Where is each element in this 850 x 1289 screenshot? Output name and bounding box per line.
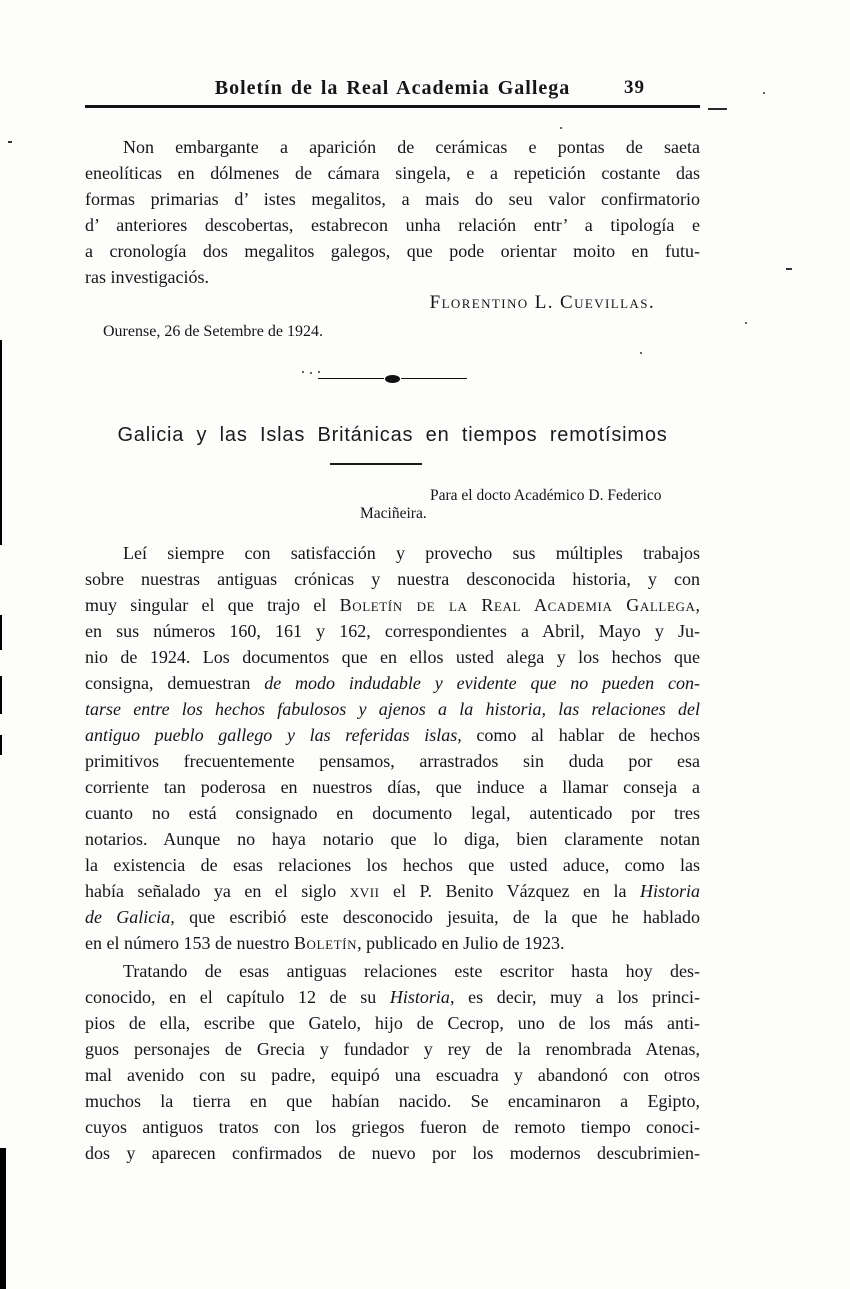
text-column	[85, 134, 700, 1166]
text-line: mal avenido con su padre, equipó una escuadra y abandonó con otros	[85, 1065, 700, 1085]
text-line: primitivos frecuentemente pensamos, arrastrados sin duda por esa	[85, 751, 700, 771]
text-line: d’ anteriores descobertas, estabrecon unha relación entr’ a tipología e	[85, 215, 700, 235]
text-line: en sus números 160, 161 y 162, correspondientes a Abril, Mayo y Ju-	[85, 621, 700, 641]
text-line: cuyos antiguos tratos con los griegos fueron de remoto tiempo conoci-	[85, 1117, 700, 1137]
text-line: sobre nuestras antiguas crónicas y nuestra desconocida historia, y con	[85, 569, 700, 589]
text-line: Leí siempre con satisfacción y provecho sus múltiples trabajos	[123, 543, 700, 563]
scan-speck	[310, 372, 312, 374]
article-paragraph	[85, 540, 700, 956]
divider-ornament-dot	[385, 375, 400, 383]
divider-line-right	[401, 378, 467, 380]
author-signature: Florentino L. Cuevillas.	[429, 292, 655, 313]
scan-speck	[786, 268, 792, 270]
binding-mark	[0, 676, 2, 714]
binding-mark	[0, 615, 2, 650]
text-line: corriente tan poderosa en nuestros días, que induce a llamar conseja a	[85, 777, 700, 797]
title-rule	[330, 463, 422, 465]
header-rule	[85, 105, 700, 108]
binding-mark	[0, 1148, 6, 1289]
text-line: ras investigaciós.	[85, 267, 209, 287]
scan-speck	[745, 322, 747, 324]
dedication-line: Para el docto Académico D. Federico	[430, 487, 662, 504]
text-line: antiguo pueblo gallego y las referidas islas, como al hablar de hechos	[85, 725, 700, 745]
scan-speck	[640, 352, 642, 354]
article-paragraph	[85, 958, 700, 1166]
text-line: formas primarias d’ istes megalitos, a mais do seu valor confirmatorio	[85, 189, 700, 209]
text-line: en el número 153 de nuestro Boletín, publicado en Julio de 1923.	[85, 933, 565, 953]
text-line: muy singular el que trajo el Boletín de la Real Academia Gallega,	[85, 595, 700, 615]
binding-mark	[0, 735, 2, 755]
dedication-line: Maciñeira.	[360, 505, 427, 522]
scan-speck	[302, 371, 304, 373]
text-line: cuanto no está consignado en documento legal, autenticado por tres	[85, 803, 700, 823]
dedication	[360, 487, 700, 523]
text-line: muchos la tierra en que habían nacido. Se encaminaron a Egipto,	[85, 1091, 700, 1111]
text-line: a cronología dos megalitos galegos, que pode orientar moito en futu-	[85, 241, 700, 261]
article-title: Galicia y las Islas Británicas en tiempos remotísimos	[117, 424, 668, 446]
text-line: eneolíticas en dólmenes de cámara singela, e a repetición costante das	[85, 163, 700, 183]
binding-mark	[0, 340, 2, 545]
text-line: tarse entre los hechos fabulosos y ajenos a la historia, las relaciones del	[85, 699, 700, 719]
scan-speck	[318, 371, 320, 373]
text-line: consigna, demuestran de modo indudable y evidente que no pueden con-	[85, 673, 700, 693]
text-line: había señalado ya en el siglo xvii el P. Benito Vázquez en la Historia	[85, 881, 700, 901]
divider-line-left	[318, 378, 384, 380]
text-line: pios de ella, escribe que Gatelo, hijo de Cecrop, uno de los más anti-	[85, 1013, 700, 1033]
scan-speck	[763, 92, 765, 94]
running-header	[85, 76, 700, 100]
text-line: guos personajes de Grecia y fundador y rey de la renombrada Atenas,	[85, 1039, 700, 1059]
scan-speck	[560, 127, 562, 129]
section-divider	[318, 374, 468, 383]
text-line: dos y aparecen confirmados de nuevo por los modernos descubrimien-	[85, 1143, 700, 1163]
dateline: Ourense, 26 de Setembre de 1924.	[103, 323, 323, 340]
page-number: 39	[624, 77, 645, 98]
text-line: de Galicia, que escribió este desconocido jesuita, de la que he hablado	[85, 907, 701, 927]
text-line: conocido, en el capítulo 12 de su Historia, es decir, muy a los princi-	[85, 987, 700, 1007]
header-rule-dash	[708, 108, 727, 110]
text-line: notarios. Aunque no haya notario que lo diga, bien claramente notan	[85, 829, 700, 849]
text-line: nio de 1924. Los documentos que en ellos usted alega y los hechos que	[85, 647, 700, 667]
scan-speck	[8, 141, 12, 143]
text-line: la existencia de esas relaciones los hechos que usted aduce, como las	[85, 855, 700, 875]
closing-paragraph	[85, 134, 700, 290]
journal-title: Boletín de la Real Academia Gallega	[214, 77, 571, 99]
text-line: Non embargante a aparición de cerámicas e pontas de saeta	[123, 137, 700, 157]
text-line: Tratando de esas antiguas relaciones este escritor hasta hoy des-	[123, 961, 700, 981]
